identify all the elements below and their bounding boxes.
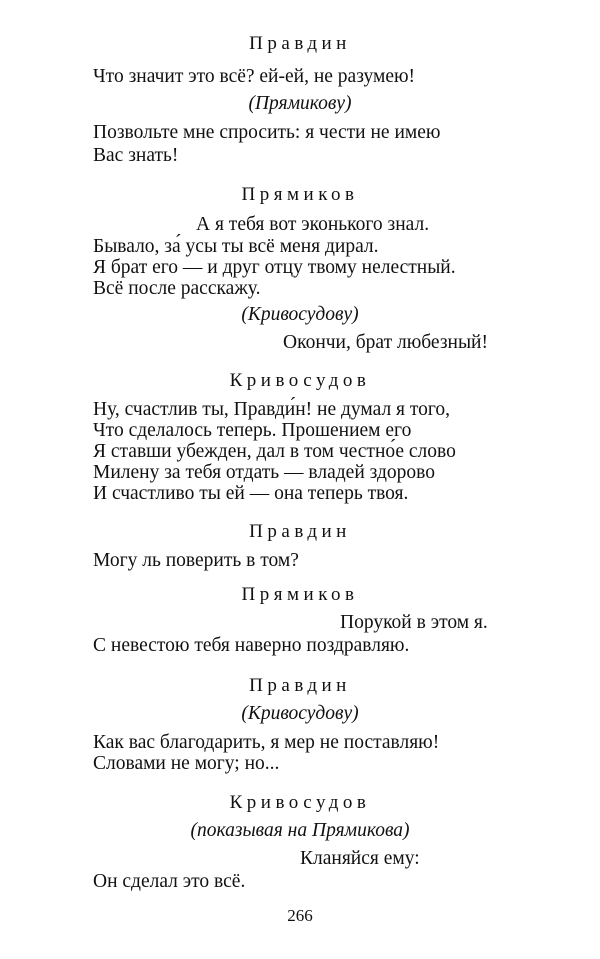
verse-line: Я ставши убежден, дал в том честно́е слово	[93, 441, 456, 462]
speaker-name: Кривосудов	[229, 370, 371, 391]
verse-line: Я брат его — и друг отцу твому нелестный.	[93, 257, 456, 278]
verse-line: Что значит это всё? ей-ей, не разумею!	[93, 66, 416, 87]
verse-line: Порукой в этом я.	[340, 612, 488, 633]
stage-direction: (Кривосудову)	[241, 703, 359, 724]
stage-direction: (Прямикову)	[248, 93, 352, 114]
verse-line: Кланяйся ему:	[300, 848, 420, 869]
stage-direction: (Кривосудову)	[241, 304, 359, 325]
speaker-name: Прямиков	[241, 584, 359, 605]
verse-line: Он сделал это всё.	[93, 871, 246, 892]
speaker-name: Правдин	[249, 521, 351, 542]
verse-line: С невестою тебя наверно поздравляю.	[93, 635, 410, 656]
speaker-name: Правдин	[249, 675, 351, 696]
verse-line: Милену за тебя отдать — владей здорово	[93, 462, 435, 483]
verse-line: И счастливо ты ей — она теперь твоя.	[93, 483, 409, 504]
verse-line: Ну, счастлив ты, Правди́н! не думал я того,	[93, 399, 451, 420]
page-number: 266	[287, 906, 313, 925]
verse-line: Могу ль поверить в том?	[93, 550, 299, 571]
speaker-name: Правдин	[249, 33, 351, 54]
verse-line: Позвольте мне спросить: я чести не имею	[93, 122, 441, 143]
verse-line: Окончи, брат любезный!	[283, 332, 488, 353]
verse-line: Что сделалось теперь. Прошением его	[93, 420, 412, 441]
verse-line: Как вас благодарить, я мер не поставляю!	[93, 732, 440, 753]
verse-line: Словами не могу; но...	[93, 753, 280, 774]
verse-line: Бывало, за́ усы ты всё меня дирал.	[93, 236, 379, 257]
verse-line: Всё после расскажу.	[93, 278, 261, 299]
speaker-name: Кривосудов	[229, 792, 371, 813]
speaker-name: Прямиков	[241, 184, 359, 205]
verse-line: Вас знать!	[93, 145, 179, 166]
verse-line: А я тебя вот эконького знал.	[196, 214, 430, 235]
stage-direction: (показывая на Прямикова)	[190, 820, 410, 841]
